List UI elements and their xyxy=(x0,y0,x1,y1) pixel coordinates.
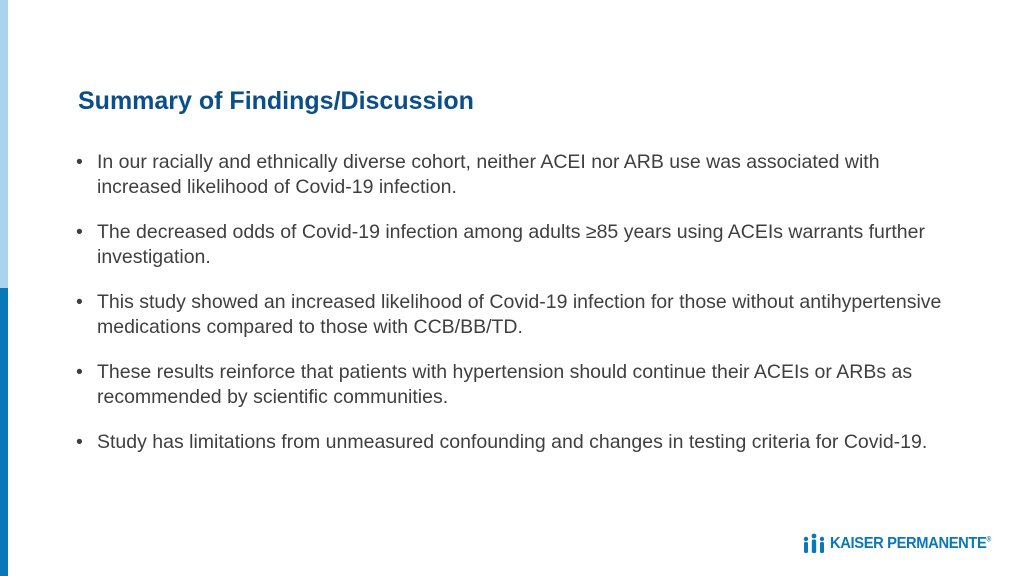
kaiser-permanente-logo xyxy=(802,532,1005,556)
bullet-item: • The decreased odds of Covid-19 infection among adults ≥85 years using ACEIs warrants further investigation. xyxy=(75,220,945,270)
findings-list xyxy=(75,150,945,475)
logo-text: KAISER PERMANENTE xyxy=(830,535,987,552)
bullet-item: • This study showed an increased likelihood of Covid-19 infection for those without antihypertensive medications compared to those with CCB/BB/TD. xyxy=(75,290,945,340)
accent-bar-bottom xyxy=(0,288,8,576)
bullet-item: • Study has limitations from unmeasured confounding and changes in testing criteria for Covid-19. xyxy=(75,430,945,455)
accent-bar-top xyxy=(0,0,8,288)
bullet-item: • In our racially and ethnically diverse cohort, neither ACEI nor ARB use was associated with increased likelihood of Covid-19 infection. xyxy=(75,150,945,200)
slide-title: Summary of Findings/Discussion xyxy=(78,87,474,115)
bullet-item: • These results reinforce that patients with hypertension should continue their ACEIs or ARBs as recommended by scientific communities. xyxy=(75,360,945,410)
logo-wordmark xyxy=(830,535,991,553)
kaiser-permanente-people-icon xyxy=(802,533,826,555)
registered-mark: ® xyxy=(986,536,991,544)
